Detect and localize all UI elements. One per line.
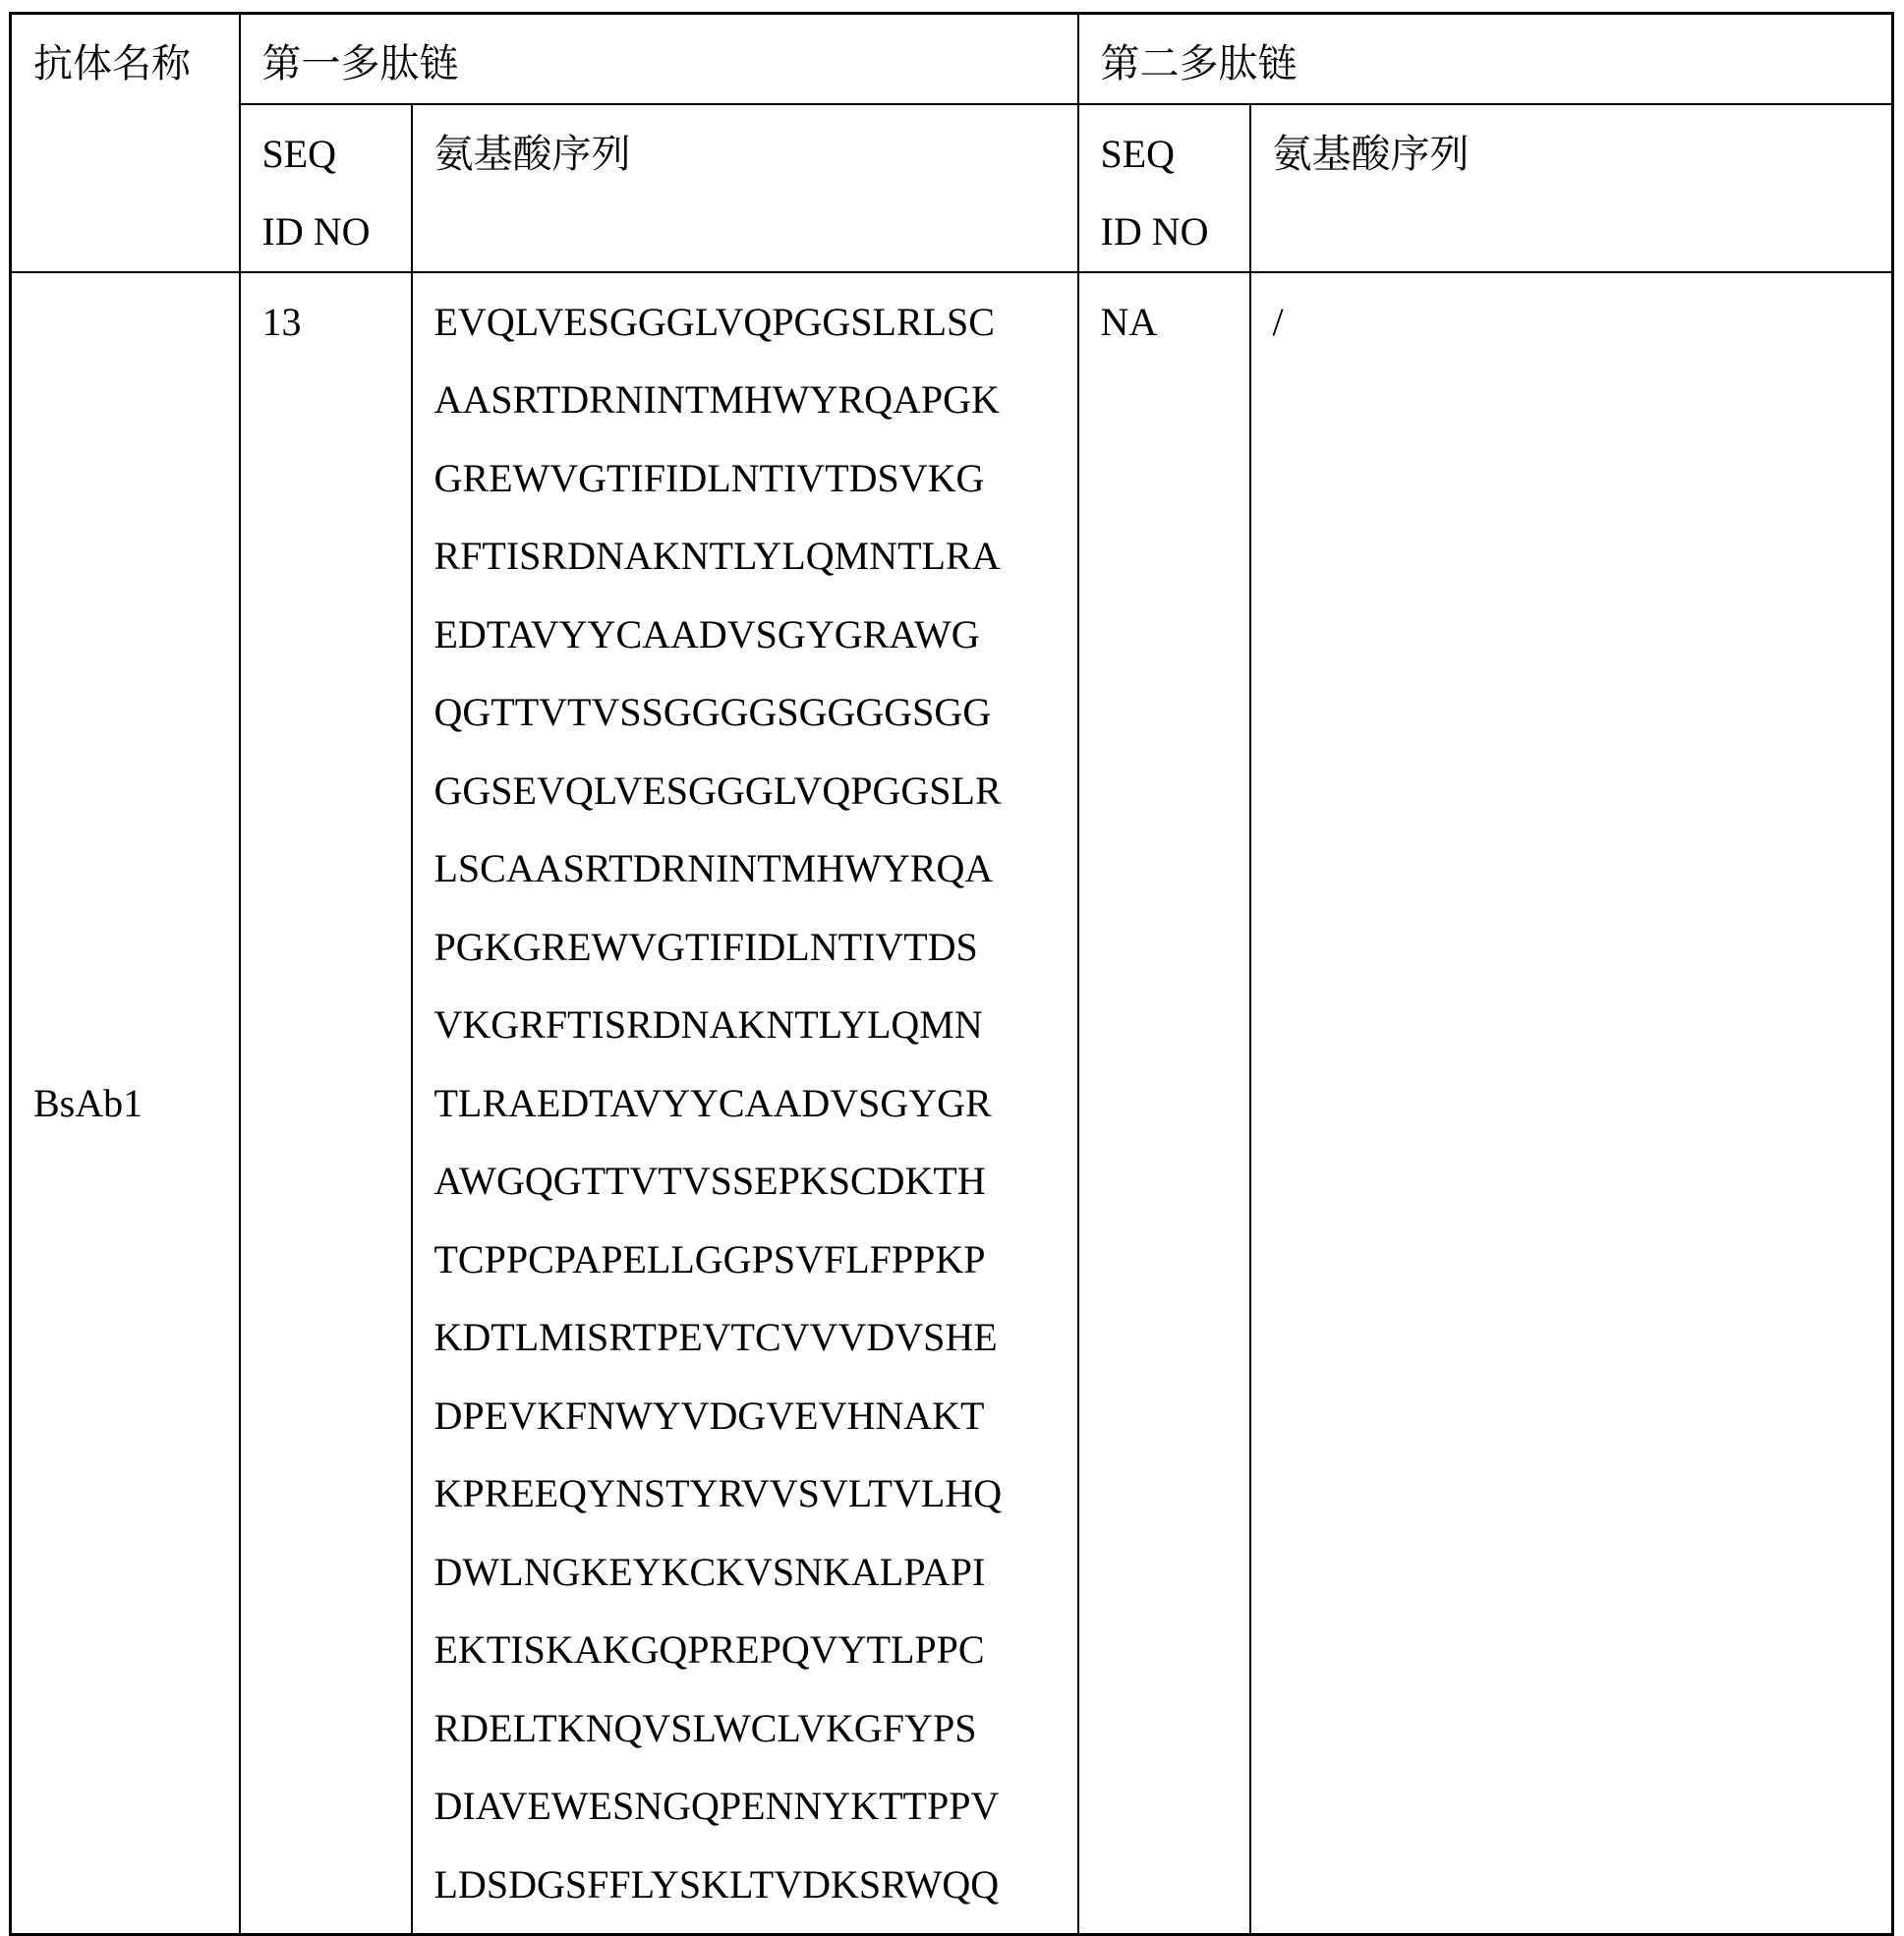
header-antibody-name-label: 抗体名称 — [33, 41, 191, 85]
header-first-seq-id — [240, 104, 412, 272]
header-second-aa-seq-label: 氨基酸序列 — [1272, 131, 1470, 176]
sequence-line: EVQLVESGGGLVQPGGSLRLSC — [433, 299, 995, 344]
header-row-chains — [11, 14, 1893, 104]
second-sequence: / — [1272, 299, 1284, 344]
sequence-line: EKTISKAKGQPREPQVYTLPPC — [433, 1627, 985, 1672]
sequence-line: RFTISRDNAKNTLYLQMNTLRA — [433, 534, 1001, 578]
sequence-line: LSCAASRTDRNINTMHWYRQA — [433, 846, 994, 890]
first-seq-id: 13 — [261, 299, 302, 344]
header-first-aa-seq — [412, 104, 1078, 272]
sequence-line: VKGRFTISRDNAKNTLYLQMN — [433, 1002, 983, 1047]
header-second-chain-label: 第二多肽链 — [1100, 41, 1298, 85]
sequence-line: AWGQGTTVTVSSEPKSCDKTH — [433, 1159, 986, 1203]
header-second-seq-id-label — [1101, 105, 1249, 271]
first-sequence — [434, 273, 1077, 1934]
header-first-seq-id-label — [262, 105, 411, 271]
table-row — [11, 272, 1893, 1935]
sequence-line: LDSDGSFFLYSKLTVDKSRWQQ — [433, 1861, 1000, 1907]
sequence-line: TCPPCPAPELLGGPSVFLFPPKP — [433, 1236, 986, 1281]
second-seq-id: NA — [1100, 299, 1158, 344]
header-second-chain — [1078, 14, 1893, 104]
second-seq-id-cell — [1078, 272, 1250, 1935]
sequence-line: DPEVKFNWYVDGVEVHNAKT — [433, 1393, 985, 1438]
antibody-sequence-table — [9, 12, 1894, 1936]
header-first-chain — [240, 14, 1078, 104]
sequence-line: RDELTKNQVSLWCLVKGFYPS — [433, 1705, 977, 1750]
second-sequence-cell — [1250, 272, 1893, 1935]
header-seq-line: SEQ — [1100, 131, 1176, 176]
antibody-name-cell — [11, 272, 240, 1935]
header-id-no-line: ID NO — [261, 209, 371, 254]
header-row-columns — [11, 104, 1893, 272]
sequence-line: TLRAEDTAVYYCAADVSGYGR — [433, 1080, 992, 1125]
sequence-line: DIAVEWESNGQPENNYKTTPPV — [433, 1784, 1000, 1828]
antibody-name: BsAb1 — [33, 1080, 144, 1125]
sequence-line: KDTLMISRTPEVTCVVVDVSHE — [433, 1315, 998, 1359]
sequence-line: GGSEVQLVESGGGLVQPGGSLR — [433, 768, 1002, 813]
sequence-line: QGTTVTVSSGGGGSGGGGSGG — [433, 690, 992, 734]
sequence-line: PGKGREWVGTIFIDLNTIVTDS — [433, 924, 978, 969]
header-second-seq-id — [1078, 104, 1250, 272]
header-first-chain-label: 第一多肽链 — [261, 41, 459, 85]
header-seq-line: SEQ — [261, 131, 337, 176]
header-id-no-line: ID NO — [1100, 209, 1209, 254]
sequence-line: GREWVGTIFIDLNTIVTDSVKG — [433, 455, 985, 500]
sequence-line: EDTAVYYCAADVSGYGRAWG — [433, 611, 980, 656]
header-second-aa-seq — [1250, 104, 1893, 272]
sequence-line: DWLNGKEYKCKVSNKALPAPI — [433, 1549, 986, 1594]
sequence-line: AASRTDRNINTMHWYRQAPGK — [433, 377, 1000, 422]
header-first-aa-seq-label: 氨基酸序列 — [433, 131, 631, 176]
header-antibody-name — [11, 14, 240, 272]
first-sequence-cell — [412, 272, 1078, 1935]
first-seq-id-cell — [240, 272, 412, 1935]
sequence-line: KPREEQYNSTYRVVSVLTVLHQ — [433, 1471, 1003, 1515]
